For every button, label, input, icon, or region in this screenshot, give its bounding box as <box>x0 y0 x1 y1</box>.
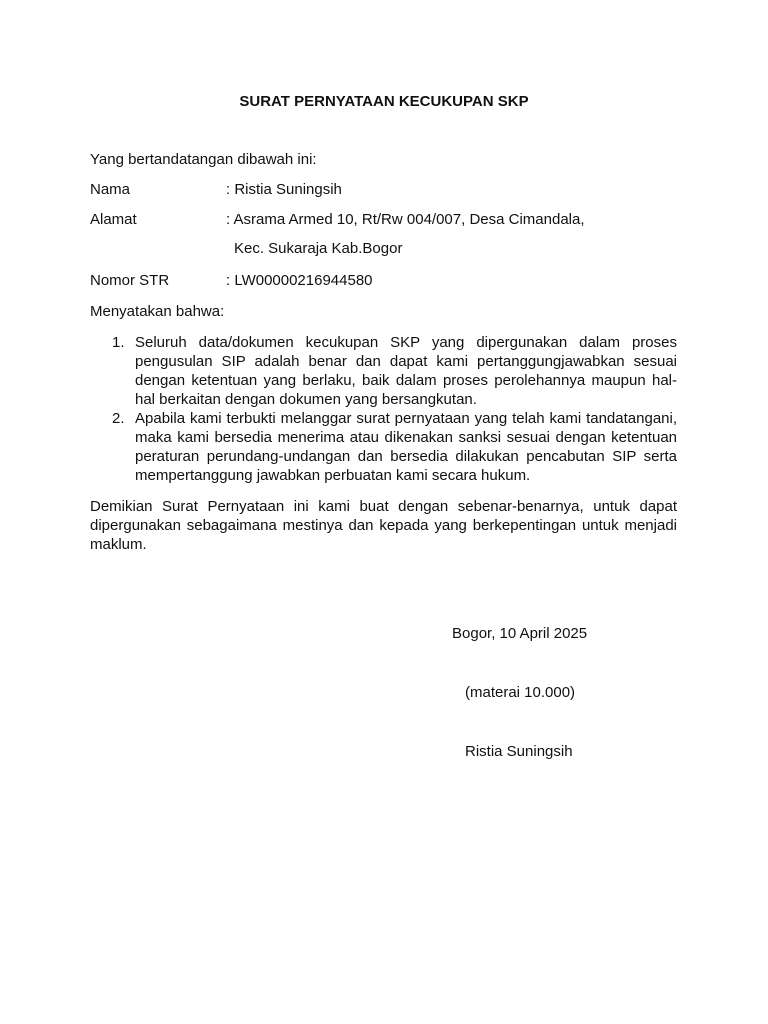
list-item <box>90 333 677 409</box>
list-item-text: Apabila kami terbukti melanggar surat pernyataan yang telah kami tandatangani, maka kami bersedia menerima atau dikenakan sanksi sesuai dengan ketentuan peraturan perundang-undangan dan bersedia dilakukan pencabutan SIP serta mempertanggung jawabkan perbuatan kami secara hukum. <box>135 410 677 484</box>
alamat-value-line2: Kec. Sukaraja Kab.Bogor <box>234 240 403 257</box>
alamat-value-line1: : Asrama Armed 10, Rt/Rw 004/007, Desa Cimandala, <box>226 211 585 228</box>
str-value <box>226 272 373 289</box>
signature-stamp: (materai 10.000) <box>465 684 576 701</box>
alamat-label: Alamat <box>90 211 137 228</box>
nama-label: Nama <box>90 181 131 198</box>
list-item-number: 1. <box>112 334 125 351</box>
str-value-text: : LW00000216944580 <box>226 272 373 289</box>
closing-paragraph: Demikian Surat Pernyataan ini kami buat dengan sebenar-benarnya, untuk dapat dipergunakan sebagaimana mestinya dan kepada yang berkepentingan untuk menjadi maklum. <box>90 498 677 553</box>
signature-place-date: Bogor, 10 April 2025 <box>452 625 588 642</box>
list-item <box>90 409 677 485</box>
str-label: Nomor STR <box>90 272 170 289</box>
signature-name: Ristia Suningsih <box>465 743 573 760</box>
list-item-text: Seluruh data/dokumen kecukupan SKP yang dipergunakan dalam proses pengusulan SIP adalah benar dan dapat kami pertanggungjawabkan sesuai dengan ketentuan yang berlaku, baik dalam proses perolehannya maupun hal-hal berkaitan dengan dokumen yang bersangkutan. <box>135 334 677 408</box>
statement-intro: Menyatakan bahwa: <box>90 303 225 320</box>
list-item-number: 2. <box>112 410 125 427</box>
intro-text: Yang bertandatangan dibawah ini: <box>90 151 317 168</box>
statement-list <box>90 333 677 485</box>
nama-value: : Ristia Suningsih <box>226 181 342 198</box>
document-title: SURAT PERNYATAAN KECUKUPAN SKP <box>239 93 529 110</box>
